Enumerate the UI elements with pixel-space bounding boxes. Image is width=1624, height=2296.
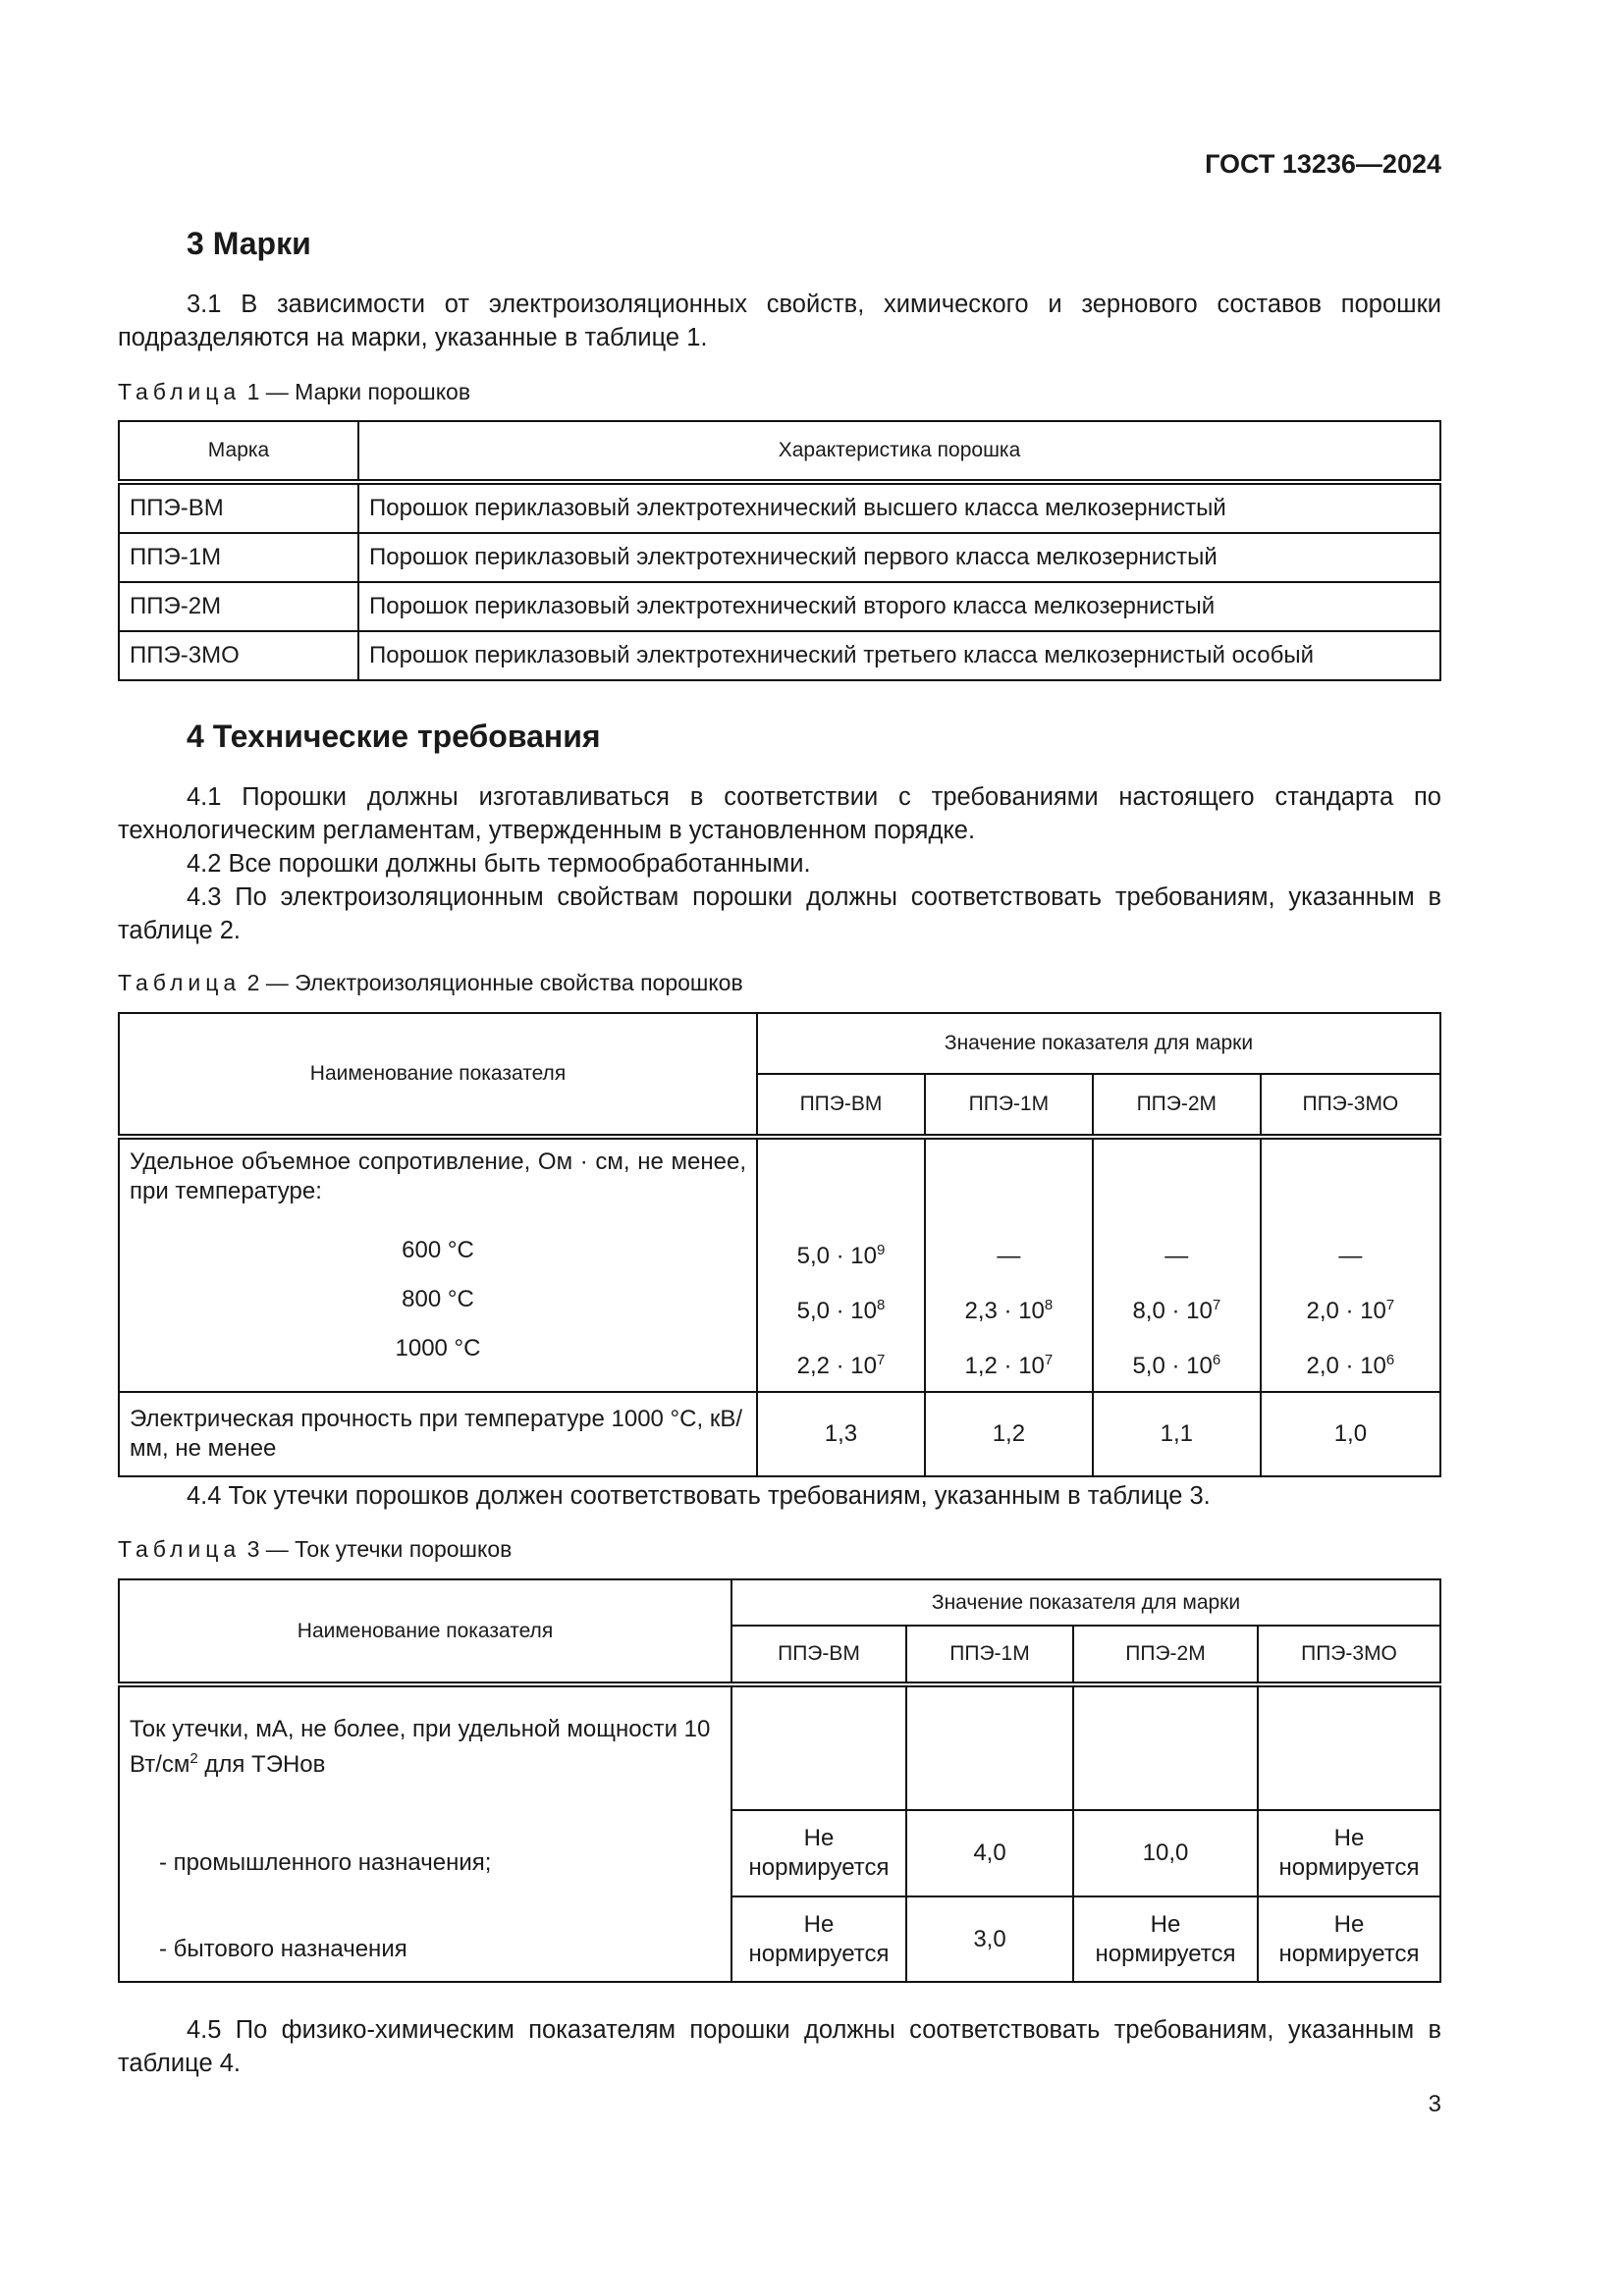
label-text: для ТЭНов [197, 1751, 326, 1778]
exponent: 8 [876, 1297, 886, 1313]
dielectric-strength-label: Электрическая прочность при температуре 1000 °C, кВ/мм, не менее [119, 1392, 757, 1476]
resistivity-label-cell [119, 1137, 757, 1392]
section-4-paragraphs [118, 780, 1441, 947]
exponent: 8 [1044, 1297, 1054, 1313]
table3-caption [118, 1536, 512, 1563]
header-description: Характеристика порошка [358, 421, 1440, 482]
row-label-industrial: - промышленного назначения; [159, 1849, 492, 1876]
table-row [119, 533, 1440, 582]
description-cell: Порошок периклазовый электротехнический первого класса мелкозернистый [358, 533, 1440, 582]
table-row-leakage [119, 1684, 1440, 1810]
resistivity-value [936, 1336, 1082, 1391]
temperature: 600 °C [402, 1237, 474, 1263]
grade-cell: ППЭ-ВМ [119, 482, 358, 533]
header-grade: ППЭ-1М [906, 1626, 1073, 1684]
resistivity-value [1272, 1336, 1430, 1391]
header-value-group: Значение показателя для марки [757, 1013, 1440, 1074]
value-cell: 1,2 [925, 1392, 1093, 1476]
mantissa: — [997, 1243, 1021, 1269]
header-grade: Марка [119, 421, 358, 482]
mantissa: 5,0 · 10 [796, 1243, 877, 1269]
header-indicator-name: Наименование показателя [119, 1579, 731, 1684]
table2-caption [118, 970, 743, 996]
paragraph-4-1: 4.1 Порошки должны изготавливаться в соответствии с требованиями настоящего стандарта по технологическим регламентам, утвержденным в установленном порядке. [118, 783, 1441, 844]
resistivity-value [768, 1226, 914, 1281]
resistivity-values-cell [1261, 1137, 1440, 1392]
resistivity-values-cell [757, 1137, 925, 1392]
paragraph-text: 4.4 Ток утечки порошков должен соответствовать требованиям, указанным в таблице 3. [187, 1482, 1211, 1510]
value-cell: 3,0 [906, 1896, 1073, 1982]
paragraph-3-1 [118, 288, 1441, 354]
value-cell: 1,0 [1261, 1392, 1440, 1476]
resistivity-value [768, 1336, 914, 1391]
value-cell: 10,0 [1073, 1810, 1258, 1896]
header-grade: ППЭ-1М [925, 1074, 1093, 1137]
mantissa: — [1338, 1243, 1363, 1269]
empty-cell [906, 1684, 1073, 1810]
exponent: 7 [876, 1352, 886, 1368]
page-number: 3 [1428, 2091, 1441, 2117]
resistivity-values-cell [925, 1137, 1093, 1392]
table-electrical-properties [118, 1012, 1441, 1477]
exponent: 9 [876, 1242, 886, 1258]
resistivity-values-cell [1093, 1137, 1261, 1392]
header-indicator-name: Наименование показателя [119, 1013, 757, 1137]
caption-word: Таблица [118, 379, 242, 404]
table-row [119, 631, 1440, 680]
temperature: 1000 °C [395, 1335, 481, 1362]
grade-cell: ППЭ-1М [119, 533, 358, 582]
leakage-label-cell [119, 1684, 731, 1982]
exponent: 6 [1212, 1352, 1221, 1368]
temperature-list [130, 1226, 746, 1373]
description-cell: Порошок периклазовый электротехнический второго класса мелкозернистый [358, 582, 1440, 631]
table-leakage-current [118, 1578, 1441, 1983]
temperature: 800 °C [402, 1286, 474, 1312]
header-grade: ППЭ-ВМ [757, 1074, 925, 1137]
paragraph-4-4 [118, 1479, 1441, 1513]
header-grade: ППЭ-3МО [1258, 1626, 1440, 1684]
header-grade: ППЭ-2М [1073, 1626, 1258, 1684]
section-4-title: 4 Технические требования [187, 719, 601, 754]
paragraph-4-3: 4.3 По электроизоляционным свойствам порошки должны соответствовать требованиям, указанным в таблице 2. [118, 883, 1441, 944]
header-grade: ППЭ-2М [1093, 1074, 1261, 1137]
paragraph-4-5 [118, 2013, 1441, 2080]
mantissa: — [1164, 1243, 1189, 1269]
leakage-label [130, 1715, 721, 1780]
grade-cell: ППЭ-2М [119, 582, 358, 631]
value-cell: 1,3 [757, 1392, 925, 1476]
caption-word: Таблица [118, 1536, 242, 1562]
table-row [119, 482, 1440, 533]
value-cell: Не нормируется [1073, 1896, 1258, 1982]
header-grade: ППЭ-3МО [1261, 1074, 1440, 1137]
row-label-household: - бытового назначения [159, 1936, 407, 1962]
resistivity-value [1104, 1281, 1250, 1336]
resistivity-value [1272, 1281, 1430, 1336]
exponent: 7 [1044, 1352, 1054, 1368]
value-cell: 1,1 [1093, 1392, 1261, 1476]
mantissa: 2,2 · 10 [796, 1353, 877, 1379]
description-cell: Порошок периклазовый электротехнический высшего класса мелкозернистый [358, 482, 1440, 533]
table-grades [118, 420, 1441, 681]
resistivity-value [1272, 1226, 1430, 1281]
caption-text: 1 — Марки порошков [241, 379, 471, 404]
caption-word: Таблица [118, 970, 242, 995]
resistivity-value [936, 1281, 1082, 1336]
value-cell: Не нормируется [1258, 1896, 1440, 1982]
document-id: ГОСТ 13236—2024 [1205, 149, 1441, 179]
description-cell: Порошок периклазовый электротехнический третьего класса мелкозернистый особый [358, 631, 1440, 680]
value-cell: Не нормируется [731, 1896, 906, 1982]
mantissa: 8,0 · 10 [1132, 1298, 1213, 1324]
exponent: 7 [1385, 1297, 1395, 1313]
resistivity-value [936, 1226, 1082, 1281]
exponent: 7 [1212, 1297, 1221, 1313]
value-cell: Не нормируется [731, 1810, 906, 1896]
mantissa: 5,0 · 10 [796, 1298, 877, 1324]
label-text: Ток утечки, мА, не более, при удельной мощности 10 Вт/см [130, 1716, 711, 1778]
empty-cell [1258, 1684, 1440, 1810]
value-cell: Не нормируется [1258, 1810, 1440, 1896]
paragraph-4-2: 4.2 Все порошки должны быть термообработанными. [187, 850, 811, 878]
resistivity-value [1104, 1336, 1250, 1391]
mantissa: 2,0 · 10 [1306, 1298, 1386, 1324]
superscript: 2 [189, 1750, 198, 1767]
paragraph-text: 4.5 По физико-химическим показателям порошки должны соответствовать требованиям, указанным в таблице 4. [118, 2016, 1441, 2077]
section-3-title: 3 Марки [187, 226, 311, 261]
mantissa: 2,3 · 10 [964, 1298, 1045, 1324]
table-row-resistivity [119, 1137, 1440, 1392]
resistivity-label: Удельное объемное сопротивление, Ом · см, не менее, при температуре: [130, 1148, 746, 1204]
grade-cell: ППЭ-3МО [119, 631, 358, 680]
empty-cell [1073, 1684, 1258, 1810]
caption-text: 2 — Электроизоляционные свойства порошков [241, 970, 743, 995]
header-value-group: Значение показателя для марки [731, 1579, 1440, 1626]
mantissa: 2,0 · 10 [1306, 1353, 1386, 1379]
header-grade: ППЭ-ВМ [731, 1626, 906, 1684]
table-row-dielectric-strength [119, 1392, 1440, 1476]
mantissa: 5,0 · 10 [1132, 1353, 1213, 1379]
caption-text: 3 — Ток утечки порошков [241, 1536, 513, 1562]
mantissa: 1,2 · 10 [964, 1353, 1045, 1379]
exponent: 6 [1385, 1352, 1395, 1368]
paragraph-text: 3.1 В зависимости от электроизоляционных свойств, химического и зернового составов порошки подразделяются на марки, указанные в таблице 1. [118, 291, 1441, 351]
empty-cell [731, 1684, 906, 1810]
table1-caption [118, 379, 470, 405]
value-cell: 4,0 [906, 1810, 1073, 1896]
resistivity-value [768, 1281, 914, 1336]
resistivity-value [1104, 1226, 1250, 1281]
table-row [119, 582, 1440, 631]
